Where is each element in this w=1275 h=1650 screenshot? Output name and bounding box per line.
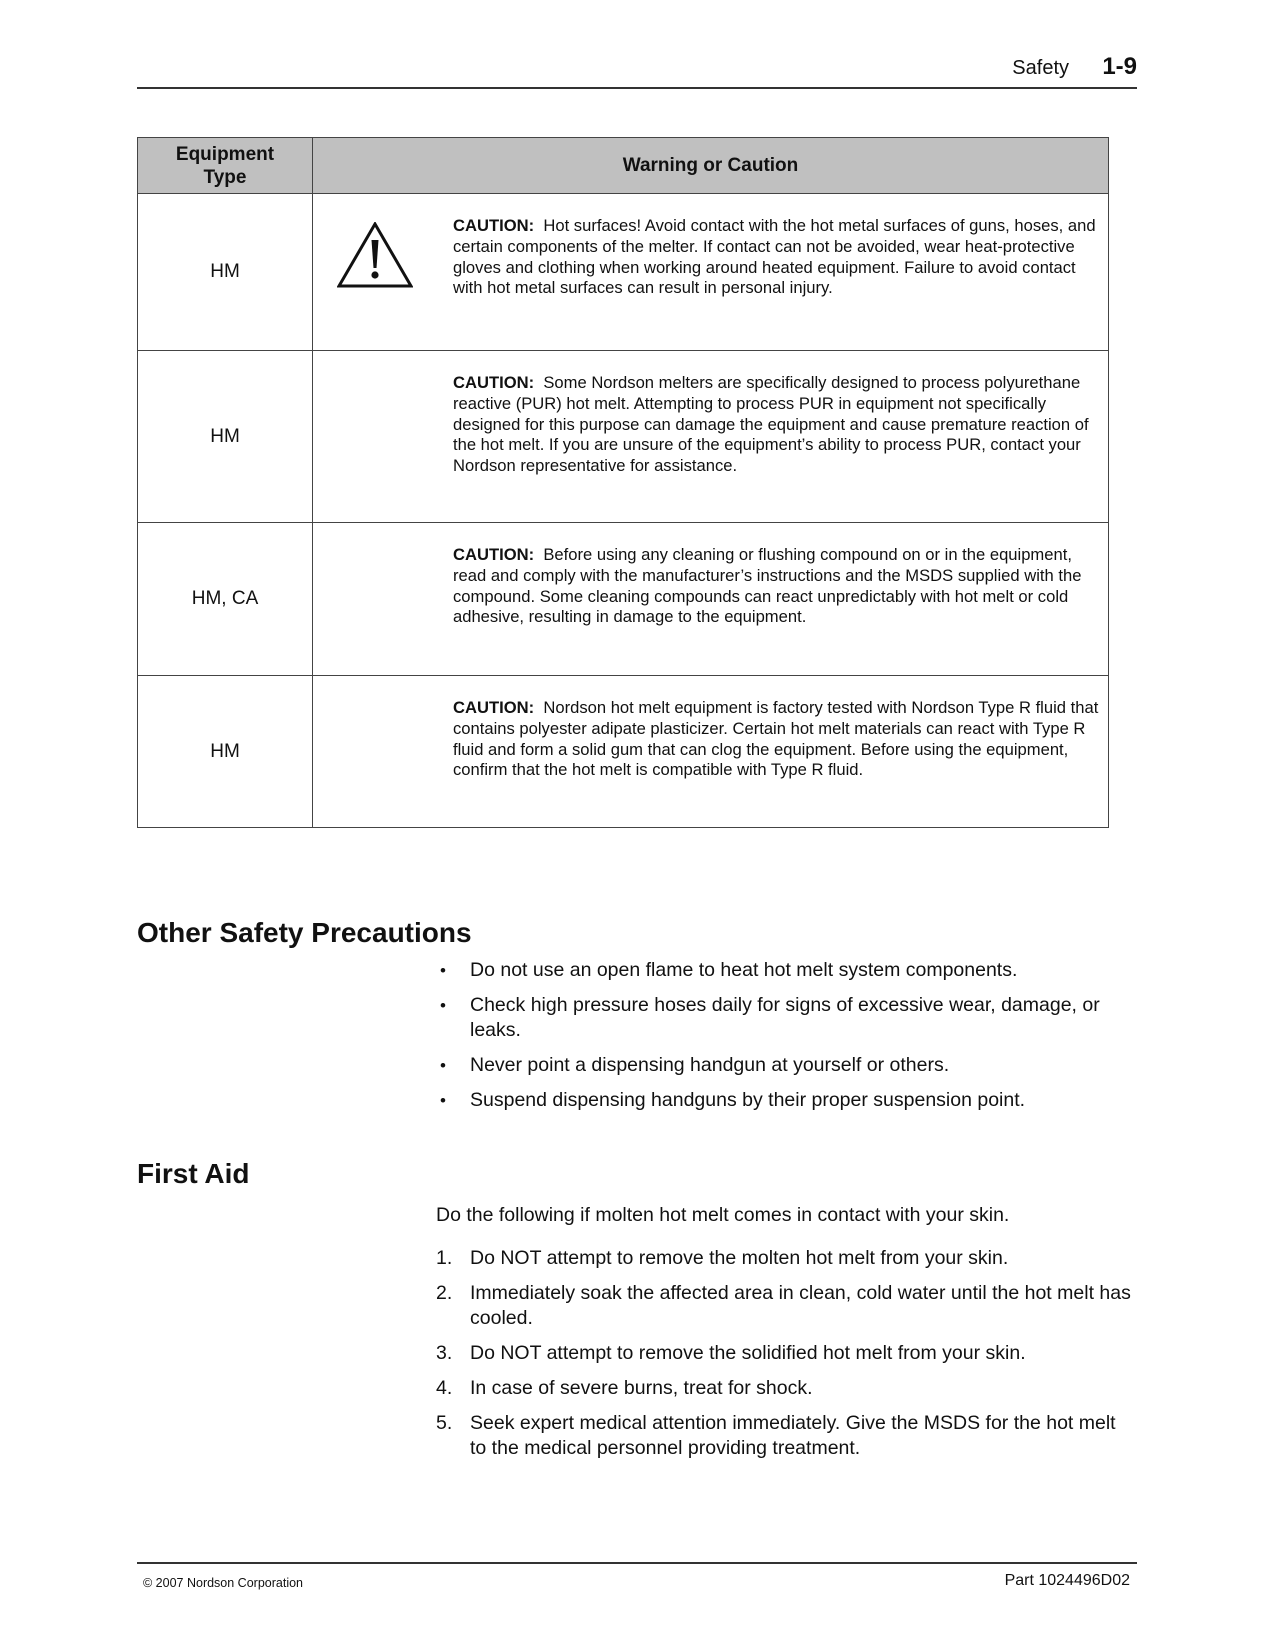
step-number: 5. bbox=[436, 1412, 453, 1434]
safety-warning-table bbox=[137, 137, 1109, 828]
caution-label: CAUTION: bbox=[453, 216, 535, 235]
list-item-text: Do NOT attempt to remove the solidified hot melt from your skin. bbox=[470, 1342, 1026, 1364]
header-rule bbox=[137, 87, 1137, 89]
caution-label: CAUTION: bbox=[453, 545, 535, 564]
precautions-list bbox=[436, 958, 1136, 1123]
list-item-text: In case of severe burns, treat for shock. bbox=[470, 1377, 813, 1399]
caution-text: Hot surfaces! Avoid contact with the hot metal surfaces of guns, hoses, and certain components of the melter. If contact can not be avoided, wear heat-protective gloves and clothing when working around heated equipment. Failure to avoid contact with hot metal surfaces can result in personal injury. bbox=[453, 216, 1096, 298]
list-item-text: Do not use an open flame to heat hot melt system components. bbox=[470, 959, 1018, 981]
column-header-equipment-type bbox=[138, 138, 313, 194]
table-row bbox=[138, 523, 1109, 676]
copyright: © 2007 Nordson Corporation bbox=[143, 1576, 303, 1590]
table-row bbox=[138, 676, 1109, 828]
bullet-icon: • bbox=[440, 1091, 446, 1110]
list-item bbox=[436, 1281, 1136, 1331]
caution-text: Some Nordson melters are specifically designed to process polyurethane reactive (PUR) hot melt. Attempting to process PUR in equipment not specifically designed for this purpose can damage the equipment and cause premature reaction of the hot melt. If you are unsure of the equipment’s ability to process PUR, contact your Nordson representative for assistance. bbox=[453, 373, 1089, 476]
list-item-text: Suspend dispensing handguns by their proper suspension point. bbox=[470, 1089, 1026, 1111]
caution-cell bbox=[313, 676, 1109, 828]
table-row bbox=[138, 194, 1109, 351]
step-number: 1. bbox=[436, 1247, 453, 1269]
list-item bbox=[436, 1376, 1136, 1401]
caution-message bbox=[453, 545, 1100, 628]
caution-text: Nordson hot melt equipment is factory tested with Nordson Type R fluid that contains polyester adipate plasticizer. Certain hot melt materials can react with Type R fluid and form a solid gum that can clog the equipment. Before using the equipment, confirm that the hot melt is compatible with Type R fluid. bbox=[453, 698, 1099, 780]
step-number: 2. bbox=[436, 1282, 453, 1304]
equipment-type-cell: HM bbox=[138, 351, 313, 523]
heading-other-safety-precautions: Other Safety Precautions bbox=[137, 917, 472, 948]
header-type-line1: Equipment bbox=[175, 143, 275, 165]
heading-first-aid: First Aid bbox=[137, 1158, 250, 1189]
bullet-icon: • bbox=[440, 1056, 446, 1075]
list-item-text: Do NOT attempt to remove the molten hot melt from your skin. bbox=[470, 1247, 1009, 1269]
bullet-icon: • bbox=[440, 961, 446, 980]
list-item-text: Check high pressure hoses daily for signs of excessive wear, damage, or leaks. bbox=[470, 994, 1100, 1041]
list-item-text: Seek expert medical attention immediately. Give the MSDS for the hot melt to the medical personnel providing treatment. bbox=[470, 1412, 1116, 1459]
footer-rule bbox=[137, 1562, 1137, 1564]
list-item bbox=[436, 1246, 1136, 1271]
list-item bbox=[436, 993, 1136, 1043]
caution-cell bbox=[313, 194, 1109, 351]
step-number: 3. bbox=[436, 1342, 453, 1364]
list-item bbox=[436, 1053, 1136, 1078]
caution-label: CAUTION: bbox=[453, 373, 535, 392]
list-item bbox=[436, 1088, 1136, 1113]
table-header-row bbox=[138, 138, 1109, 194]
caution-cell bbox=[313, 351, 1109, 523]
part-number: Part 1024496D02 bbox=[1004, 1572, 1130, 1589]
list-item-text: Immediately soak the affected area in clean, cold water until the hot melt has cooled. bbox=[470, 1282, 1131, 1329]
table-row bbox=[138, 351, 1109, 523]
first-aid-intro: Do the following if molten hot melt comes in contact with your skin. bbox=[436, 1204, 1010, 1226]
warning-triangle-icon bbox=[337, 222, 413, 288]
equipment-type-cell: HM bbox=[138, 676, 313, 828]
equipment-type-cell: HM, CA bbox=[138, 523, 313, 676]
first-aid-steps bbox=[436, 1246, 1136, 1471]
caution-label: CAUTION: bbox=[453, 698, 535, 717]
caution-message bbox=[453, 373, 1100, 477]
list-item bbox=[436, 1411, 1136, 1461]
caution-message bbox=[453, 698, 1100, 781]
list-item bbox=[436, 958, 1136, 983]
page-number: 1-9 bbox=[1102, 53, 1137, 80]
bullet-icon: • bbox=[440, 996, 446, 1015]
caution-cell bbox=[313, 523, 1109, 676]
caution-text: Before using any cleaning or flushing compound on or in the equipment, read and comply with the manufacturer’s instructions and the MSDS supplied with the compound. Some cleaning compounds can react unpredictably with hot melt or cold adhesive, resulting in damage to the equipment. bbox=[453, 545, 1082, 627]
caution-message bbox=[453, 216, 1100, 299]
list-item bbox=[436, 1341, 1136, 1366]
column-header-warning-or-caution: Warning or Caution bbox=[313, 138, 1109, 194]
section-name: Safety bbox=[1012, 57, 1069, 79]
equipment-type-cell: HM bbox=[138, 194, 313, 351]
running-header bbox=[137, 52, 1137, 88]
step-number: 4. bbox=[436, 1377, 453, 1399]
header-type-line2: Type bbox=[203, 166, 247, 188]
list-item-text: Never point a dispensing handgun at yourself or others. bbox=[470, 1054, 950, 1076]
